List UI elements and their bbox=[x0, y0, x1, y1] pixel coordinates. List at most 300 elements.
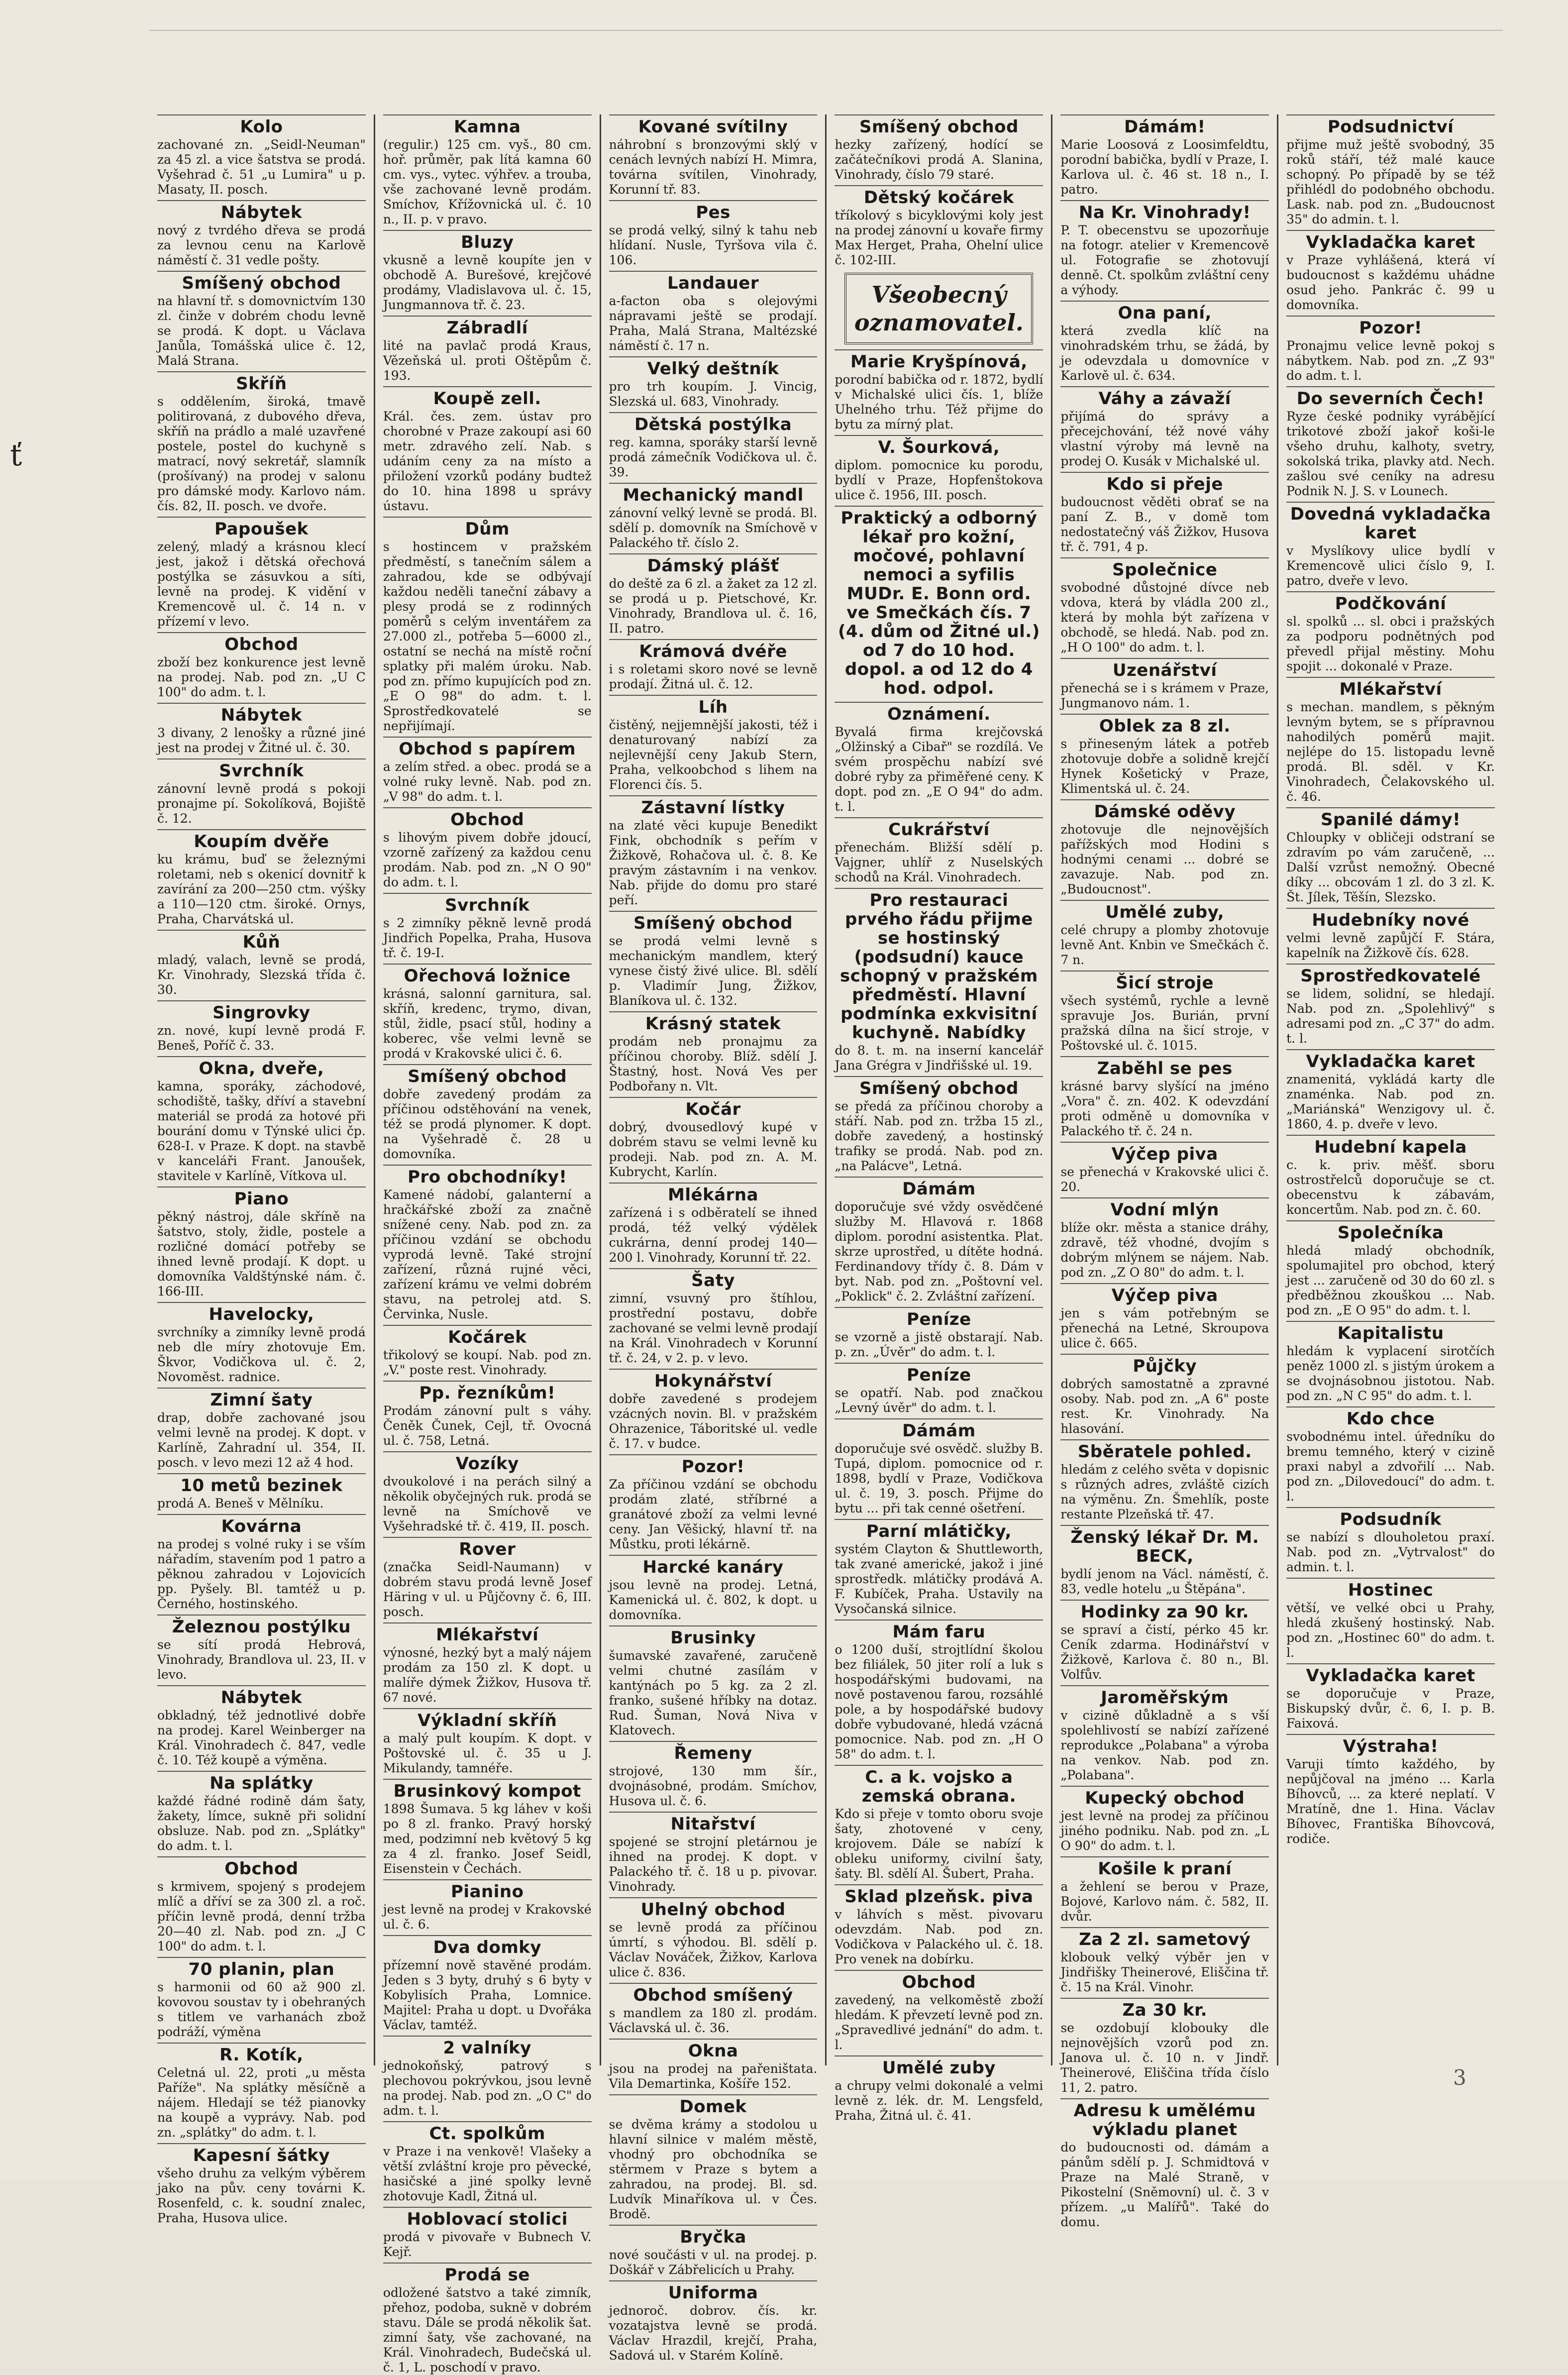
ad-heading: Železnou postýlku bbox=[157, 1615, 366, 1637]
ad-heading: Výčep piva bbox=[1060, 1142, 1269, 1165]
ad-text: přenechám. Bližší sdělí p. Vajgner, uhlíř z Nuselských schodů na Král. Vinohradech. bbox=[835, 840, 1044, 884]
ad-text: dvoukolové i na perách silný a několik obyčejných ruk. prodá se levně na Smíchově ve Vyšehradské tř. č. 419, II. posch. bbox=[383, 1474, 592, 1533]
classified-ad bbox=[383, 893, 592, 961]
ad-heading: Peníze bbox=[835, 1363, 1043, 1386]
classified-ad bbox=[157, 1473, 366, 1511]
ad-text: výnosné, hezký byt a malý nájem prodám za 150 zl. K dopt. u malíře dýmek Žižkov, Husova tř. 67 nové. bbox=[383, 1645, 592, 1705]
classified-ad bbox=[383, 114, 592, 227]
classified-ad bbox=[157, 1615, 366, 1682]
ad-heading: Výčep piva bbox=[1060, 1283, 1269, 1306]
ad-heading: Obchod smíšený bbox=[609, 1983, 818, 2006]
ad-heading: Zimní šaty bbox=[157, 1388, 366, 1410]
ad-text: dobrý, dvousedlový kupé v dobrém stavu se velmi levně ku prodeji. Nab. pod zn. A. M. Kubrycht, Karlín. bbox=[609, 1120, 818, 1179]
ad-heading: Zaběhl se pes bbox=[1060, 1056, 1269, 1079]
ad-heading: Pp. řezníkům! bbox=[383, 1381, 592, 1403]
ad-text: se vzorně a jistě obstarají. Nab. p. zn. „Úvěr" do adm. t. l. bbox=[835, 1330, 1044, 1359]
classified-ad bbox=[157, 200, 366, 268]
ad-text: (regulir.) 125 cm. vyš., 80 cm. hoř. průměr, pak lítá kamna 60 cm. vys., vytec. výhřev. a trouba, vše zachované levně prodám. Smíchov, Křížovnická ul. č. 10 n., II. p. v pravo. bbox=[383, 137, 592, 226]
ad-text: c. k. priv. měšť. sboru ostrostřelců doporučuje se ct. obecenstvu k zábavám, koncertům. Nab. pod zn. č. 60. bbox=[1286, 1158, 1495, 1217]
ad-text: zboží bez konkurence jest levně na prodej. Nab. pod zn. „U C 100" do adm. t. l. bbox=[157, 655, 366, 699]
ad-text: do budoucnosti od. dámám a pánům sdělí p. J. Schmidtová v Praze na Malé Straně, v Pikostelní (Sněmovní) ul. č. 3 v přízem. „u Malířů". Také do domu. bbox=[1060, 2140, 1269, 2229]
ad-heading: Landauer bbox=[609, 271, 818, 294]
classified-ad bbox=[383, 737, 592, 804]
classified-ad bbox=[1286, 677, 1495, 804]
ad-heading: Krámová dvéře bbox=[609, 639, 818, 662]
ad-heading: Adresu k umělému výkladu planet bbox=[1060, 2098, 1269, 2140]
classified-ad bbox=[1286, 591, 1495, 674]
page-top-rule bbox=[149, 30, 1503, 31]
classified-ad bbox=[383, 517, 592, 734]
ad-heading: Obchod s papírem bbox=[383, 737, 592, 759]
ad-heading: Nitařství bbox=[609, 1812, 818, 1835]
ad-text: drap, dobře zachované jsou velmi levně na prodej. K dopt. v Karlíně, Zahradní ul. 354, II. posch. v levo mezi 12 až 4 hod. bbox=[157, 1410, 366, 1470]
ad-heading: Pozor! bbox=[609, 1454, 818, 1477]
classified-ad bbox=[1060, 1525, 1269, 1597]
ad-heading: Velký deštník bbox=[609, 356, 818, 379]
ad-heading: Okna, dveře, bbox=[157, 1056, 366, 1079]
classified-ad bbox=[1060, 1142, 1269, 1194]
classified-ad bbox=[609, 1011, 818, 1094]
classified-ad bbox=[1060, 714, 1269, 796]
classified-ad bbox=[1060, 1856, 1269, 1924]
classified-ad bbox=[1060, 386, 1269, 469]
ad-heading: Pozor! bbox=[1286, 316, 1495, 338]
classified-ad bbox=[609, 911, 818, 1008]
ad-text: doporučuje své vždy osvědčené služby M. Hlavová r. 1868 diplom. porodní asistentka. Plat. skrze uprostřed, u dítěte hodná. Ferdinandovy třídy č. 8. Dám v byt. Nab. pod zn. „Poštovní vel. „Poklick" č. 2. Zvláštní zařízení. bbox=[835, 1199, 1044, 1303]
classified-ad bbox=[835, 349, 1043, 432]
classified-ad bbox=[609, 1812, 818, 1894]
ad-text: přijme muž ještě svobodný, 35 roků stáří, též malé kauce schopný. Po případě by se též přihlédl do podobného obchodu. Lask. nab. pod zn. „Budoucnost 35" do admin. t. l. bbox=[1286, 137, 1495, 226]
ad-text: jest levně na prodej za příčinou jiného podniku. Nab. pod zn. „L O 90" do adm. t. l. bbox=[1060, 1809, 1269, 1853]
ad-text: se dvěma krámy a stodolou u hlavní silnice v malém městě, vhodný pro obchodníka se stěrmem v Praze s bytem a zahradou, na prodej. Bl. sd. Ludvík Minaříkova ul. v Čes. Brodě. bbox=[609, 2117, 818, 2221]
classified-ad bbox=[609, 1454, 818, 1552]
classified-ad bbox=[609, 2039, 818, 2091]
ad-text: na zlaté věci kupuje Benedikt Fink, obchodník s peřím v Žižkově, Rohačova ul. č. 8. Ke pravým zástavním i na venkov. Nab. přijde do domu pro staré peří. bbox=[609, 818, 818, 907]
classified-ad bbox=[1060, 2098, 1269, 2230]
ad-heading: Smíšený obchod bbox=[835, 1076, 1043, 1099]
ad-heading: Smíšený obchod bbox=[383, 1064, 592, 1087]
classified-ad bbox=[157, 517, 366, 629]
ad-heading: Kočárek bbox=[383, 1325, 592, 1348]
classified-ad bbox=[835, 1418, 1043, 1516]
ad-heading: Piano bbox=[157, 1187, 366, 1209]
ad-heading: Spanilé dámy! bbox=[1286, 807, 1495, 830]
classified-ad bbox=[609, 412, 818, 480]
ad-heading: Kdo chce bbox=[1286, 1406, 1495, 1429]
ad-text: Kdo si přeje v tomto oboru svoje šaty, zhotovené v ceny, krojovem. Dále se nabízí k obleku uniformy, civilní šaty, šaty. Bl. sdělí Al. Šubert, Praha. bbox=[835, 1807, 1044, 1881]
classified-ad bbox=[157, 758, 366, 826]
ad-heading: Cukrářství bbox=[835, 817, 1043, 840]
ad-text: 1898 Šumava. 5 kg láhev v koši po 8 zl. franko. Pravý horský med, podzimní neb květový 5 kg za 4 zl. franko. Josef Seidl, Eisenstein v Čechách. bbox=[383, 1802, 592, 1876]
ad-text: tříkolový s bicyklovými koly jest na prodej zánovní u kovaře firmy Max Herget, Praha, Ohelní ulice č. 102-III. bbox=[835, 208, 1044, 267]
classified-ad bbox=[383, 1708, 592, 1776]
classified-ad bbox=[1060, 1439, 1269, 1522]
classified-ad bbox=[609, 1183, 818, 1265]
ad-heading: Dámské oděvy bbox=[1060, 799, 1269, 822]
classified-ad bbox=[609, 1369, 818, 1451]
ad-text: Byvalá firma krejčovská „Olžinský a Cibař" se rozdílá. Ve svém prospěchu nabízí své dobré ryby za přiměřené ceny. K dopt. pod zn. „E O 94" do adm. t. l. bbox=[835, 725, 1044, 814]
ad-text: s oddělením, široká, tmavě politirovaná, z dubového dřeva, skříň na prádlo a malé uzavřené postele, postel do kuchyně s matrací, nový sekretář, slamník (prošívaný) na prodej v salonu pro dámské mody. Karlovo nám. čís. 82, II. posch. ve dvoře. bbox=[157, 394, 366, 513]
ad-text: hledám k vyplacení sirotčích peněz 1000 zl. s jistým úrokem a se dvojnásobnou jistotou. Nab. pod zn. „N C 95" do adm. t. l. bbox=[1286, 1344, 1495, 1403]
ad-text: a-facton oba s olejovými nápravami ještě se prodají. Praha, Malá Strana, Maltézské náměstí č. 17 n. bbox=[609, 294, 818, 353]
ad-heading: Jaroměřským bbox=[1060, 1685, 1269, 1708]
classified-ad bbox=[1060, 900, 1269, 968]
classified-ad bbox=[835, 1884, 1043, 1967]
ad-heading: Dámám bbox=[835, 1177, 1043, 1199]
classified-ad bbox=[1286, 1507, 1495, 1575]
ad-text: budoucnost věděti obrať se na paní Z. B., v domě tom nedostatečný váš Žižkov, Husova tř. č. 791, 4 p. bbox=[1060, 495, 1269, 554]
ad-heading: Oznámení. bbox=[835, 702, 1043, 725]
ad-text: se ozdobují klobouky dle nejnovějších vzorů pod zn. Janova ul. č. 10 n. v Jindř. Theinerové, Eliščina třída číslo 11, 2. patro. bbox=[1060, 2021, 1269, 2095]
classified-ad bbox=[1060, 1927, 1269, 1995]
ad-text: se prodá velký, silný k tahu neb hlídaní. Nusle, Tyršova vila č. 106. bbox=[609, 223, 818, 267]
ad-text: na prodej s volné ruky i se vším nářadím, stavením pod 1 patro a pěknou zahradou v Lojovicích pp. Pyšely. Bl. tamtéž u p. Černého, hostinského. bbox=[157, 1537, 366, 1611]
ad-text: v Myslíkovy ulice bydlí v Kremencově ulici číslo 9, I. patro, dveře v levo. bbox=[1286, 543, 1495, 588]
classified-ad bbox=[609, 1097, 818, 1180]
classified-ad bbox=[157, 1685, 366, 1768]
ad-text: se doporučuje v Praze, Biskupský dvůr, č. 6, I. p. B. Faixová. bbox=[1286, 1686, 1495, 1730]
ad-heading: Koupím dvěře bbox=[157, 829, 366, 852]
ad-heading: Pes bbox=[609, 200, 818, 223]
ad-heading: Kapitalistu bbox=[1286, 1321, 1495, 1344]
classified-ad bbox=[157, 632, 366, 700]
ad-text: o 1200 duší, strojtlídní školou bez filiálek, 50 jiter rolí a luk s hospodářskými budovami, na nově postavenou farou, rozsáhlé pole, a by hospodářské budovy dobře vybudované, hledá vzácná pomocnice. Nab. pod zn. „H O 58" do adm. t. l. bbox=[835, 1642, 1044, 1761]
classified-ad bbox=[1060, 200, 1269, 298]
ad-text: se sítí prodá Hebrová, Vinohrady, Brandlova ul. 23, II. v levo. bbox=[157, 1637, 366, 1682]
ad-text: vkusně a levně koupíte jen v obchodě A. Burešové, krejčové prodámy, Vladislavova ul. č. 15, Jungmannova tř. č. 23. bbox=[383, 253, 592, 312]
classified-ad bbox=[609, 2280, 818, 2363]
ad-text: P. T. obecenstvu se upozorňuje na fotogr. atelier v Kremencově ul. Fotografie se zhotovují denně. Ct. spolkům zvláštní ceny a výhody. bbox=[1060, 223, 1269, 297]
ad-heading: Domek bbox=[609, 2094, 818, 2117]
ad-heading: Vykladačka karet bbox=[1286, 1663, 1495, 1686]
classified-ad bbox=[1286, 1049, 1495, 1132]
ad-text: bydlí jenom na Václ. náměstí, č. 83, vedle hotelu „u Štěpána". bbox=[1060, 1567, 1269, 1596]
ad-text: velmi levně zapůjčí F. Stára, kapelník na Žižkově čís. 628. bbox=[1286, 931, 1495, 960]
ad-text: s harmonii od 60 až 900 zl. kovovou soustav ty i obehraných s titlem ve varhanách zbož podráží, výměna bbox=[157, 1980, 366, 2039]
classified-ad bbox=[1286, 316, 1495, 383]
ad-text: svobodnému intel. úředníku do bremu temného, který v cizině praxi nabyl a zdvořilí ... Nab. pod zn. „Dilovedoucí" do adm. t. l. bbox=[1286, 1429, 1495, 1504]
classified-ad bbox=[835, 1970, 1043, 2052]
ad-heading: Košile k praní bbox=[1060, 1856, 1269, 1879]
ad-heading: Podčkování bbox=[1286, 591, 1495, 614]
classified-ad bbox=[1060, 1197, 1269, 1280]
column-1 bbox=[149, 114, 374, 2225]
ad-heading: Řemeny bbox=[609, 1741, 818, 1764]
ad-text: hledám z celého světa v dopisnic s různých adres, zvláště cizích na výměnu. Zn. Šmehlík, poste restante Plzeňská tř. 47. bbox=[1060, 1462, 1269, 1521]
ad-text: doporučuje své osvědč. služby B. Tupá, diplom. pomocnice od r. 1898, bydlí v Praze, Vodičkova ul. č. 19, 3. posch. Přijme do bytu ... při tak cenné ošetření. bbox=[835, 1441, 1044, 1515]
ad-text: pro trh koupím. J. Vincig, Slezská ul. 683, Vinohrady. bbox=[609, 379, 818, 409]
ad-text: 3 divany, 2 lenošky a různé jiné jest na prodej v Žitné ul. č. 30. bbox=[157, 726, 366, 755]
classified-ad bbox=[157, 1000, 366, 1053]
ad-text: dobře zavedený prodám za příčinou odstěhování na venek, též se prodá plynomer. K dopt. na Vyšehradě č. 28 u domovníka. bbox=[383, 1087, 592, 1161]
ad-text: a zelím střed. a obec. prodá se a volné ruky levně. Nab. pod zn. „V 98" do adm. t. l. bbox=[383, 759, 592, 804]
ad-heading: Dovedná vykladačka karet bbox=[1286, 502, 1495, 543]
ad-text: nový z tvrdého dřeva se prodá za levnou cenu na Karlově náměstí č. 31 vedle pošty. bbox=[157, 223, 366, 267]
ad-heading: Kůň bbox=[157, 930, 366, 953]
ad-heading: Nábytek bbox=[157, 703, 366, 726]
ad-heading: Dětský kočárek bbox=[835, 185, 1043, 208]
ad-heading: Sběratele pohled. bbox=[1060, 1439, 1269, 1462]
ad-heading: Svrchník bbox=[157, 758, 366, 781]
ad-heading: Kovárna bbox=[157, 1514, 366, 1537]
classified-ad bbox=[1060, 557, 1269, 655]
classified-ad bbox=[609, 553, 818, 636]
classified-ad bbox=[835, 506, 1043, 699]
ad-heading: Pro restauraci prvého řádu přijme se hostinský (podsudní) kauce schopný v pražském předměstí. Hlavní podmínka exkvisitní kuchyně. Nabídky bbox=[835, 888, 1043, 1043]
section-banner: Všeobecný oznamovatel. bbox=[844, 273, 1033, 344]
ad-heading: Mechanický mandl bbox=[609, 483, 818, 506]
ad-text: přenechá se i s krámem v Praze, Jungmanovo nám. 1. bbox=[1060, 681, 1269, 710]
classified-ad bbox=[1286, 386, 1495, 499]
ad-text: v cizině důkladně a s vší spolehlivostí se nabízí zařízené reprodukce „Polabana" a výroba na venkov. Nab. pod zn. „Polabana". bbox=[1060, 1708, 1269, 1782]
ad-text: odložené šatstvo a také zimník, přehoz, podoba, sukně v dobrém stavu. Dále se prodá několik šat. zimní šaty, vše zachované, na Král. Vinohradech, Budečská ul. č. 1, L. poschodí v pravo. bbox=[383, 2285, 592, 2375]
ad-text: náhrobní s bronzovými sklý v cenách levných nabízí H. Mimra, továrna svítilen, Vinohrady, Korunní tř. 83. bbox=[609, 137, 818, 197]
classified-ad bbox=[609, 2225, 818, 2277]
ad-heading: Vykladačka karet bbox=[1286, 230, 1495, 253]
ad-text: blíže okr. města a stanice dráhy, zdravě, též vhodné, dvojím s dobrým mlýnem se nájem. Nab. pod zn. „Z O 80" do adm. t. l. bbox=[1060, 1220, 1269, 1280]
ad-text: zachované zn. „Seidl-Neuman" za 45 zl. a vice šatstva se prodá. Vyšehrad č. 51 „u Lumira" u p. Masaty, II. posch. bbox=[157, 137, 366, 197]
ad-heading: Nábytek bbox=[157, 1685, 366, 1708]
classified-ad bbox=[609, 1625, 818, 1738]
ad-text: hezky zařízený, hodící se začátečníkovi prodá A. Slanina, Vinohrady, číslo 79 staré. bbox=[835, 137, 1044, 182]
ad-heading: V. Šourková, bbox=[835, 435, 1043, 458]
ad-text: mladý, valach, levně se prodá, Kr. Vinohrady, Slezská třída č. 30. bbox=[157, 953, 366, 997]
ad-text: přízemní nově stavěné prodám. Jeden s 3 byty, druhý s 6 byty v Kobylisích Praha, Lomnice. Majitel: Praha u dopt. u Dvořáka Václav, tamtéž. bbox=[383, 1958, 592, 2032]
ad-heading: Hostinec bbox=[1286, 1578, 1495, 1601]
ad-text: se opatří. Nab. pod značkou „Levný úvěr" do adm. t. l. bbox=[835, 1386, 1044, 1415]
ad-text: porodní babička od r. 1872, bydlí v Michalské ulici čís. 1, blíže Uhelného trhu. Též přijme do bytu za mírný plat. bbox=[835, 372, 1044, 432]
ad-text: jednokoňský, patrový s plechovou pokrývkou, jsou levně na prodej. Nab. pod zn. „O C" do adm. t. l. bbox=[383, 2058, 592, 2118]
ad-text: zelený, mladý a krásnou klecí jest, jakož i dětská ořechová postýlka se zásuvkou a síti, levně na prodej. K vidění v Kremencově ul. č. 14 n. v přízemí v levo. bbox=[157, 540, 366, 629]
classified-ad bbox=[1060, 1354, 1269, 1436]
classified-ad bbox=[157, 1056, 366, 1184]
ad-text: jsou levně na prodej. Letná, Kamenická ul. č. 802, k dopt. u domovníka. bbox=[609, 1578, 818, 1622]
classified-ad bbox=[835, 435, 1043, 503]
ad-text: sl. spolků ... sl. obci i pražských za podporu podnětných pod převedl přijal městiny. Mohu spojit ... dokonalé v Praze. bbox=[1286, 614, 1495, 673]
ad-text: znamenitá, vykládá karty dle znaménka. Nab. pod zn. „Mariánská" Wenzigovy ul. č. 1860, 4. p. dveře v levo. bbox=[1286, 1072, 1495, 1131]
ad-text: dobře zavedené s prodejem vzácných novin. Bl. v pražském Ohrazenice, Táboritské ul. vedle č. 17. v budce. bbox=[609, 1392, 818, 1451]
ad-heading: Šaty bbox=[609, 1268, 818, 1291]
classified-ad bbox=[835, 2055, 1043, 2123]
ad-text: krásné barvy slyšící na jméno „Vora" č. zn. 402. K odevzdání proti odměně u domovníka v Palackého tř. č. 24 n. bbox=[1060, 1079, 1269, 1138]
ad-heading: Kolo bbox=[157, 114, 366, 137]
classified-ad bbox=[383, 1064, 592, 1162]
ad-heading: Prodá se bbox=[383, 2263, 592, 2285]
ad-heading: Hudebníky nové bbox=[1286, 908, 1495, 931]
column-5 bbox=[1051, 114, 1277, 2229]
column-4 bbox=[825, 114, 1051, 2123]
ad-heading: Kamna bbox=[383, 114, 592, 137]
ad-text: nové součásti v ul. na prodej. p. Doškář v Zábřelicích u Prahy. bbox=[609, 2248, 818, 2277]
ad-heading: Dva domky bbox=[383, 1935, 592, 1958]
classified-ad bbox=[1286, 1406, 1495, 1504]
ad-text: do deště za 6 zl. a žaket za 12 zl. se prodá u p. Pietschové, Kr. Vinohrady, Brandlova ul. č. 16, II. patro. bbox=[609, 576, 818, 636]
ad-heading: Kapesní šátky bbox=[157, 2143, 366, 2166]
ad-heading: Oblek za 8 zl. bbox=[1060, 714, 1269, 737]
ad-text: třikolový se koupí. Nab. pod zn. „V." poste rest. Vinohrady. bbox=[383, 1348, 592, 1377]
ad-text: v láhvích s měst. pivovaru odevzdám. Nab. pod zn. Vodičkova v Palackého ul. č. 18. Pro venek na dobírku. bbox=[835, 1907, 1044, 1966]
ad-text: zánovní velký levně se prodá. Bl. sdělí p. domovník na Smíchově v Palackého tř. číslo 2. bbox=[609, 506, 818, 550]
classified-ad bbox=[1286, 114, 1495, 227]
ad-heading: Dámský plášť bbox=[609, 553, 818, 576]
ad-heading: Mlékárna bbox=[609, 1183, 818, 1205]
classified-ad bbox=[609, 1897, 818, 1980]
ad-text: zimní, vsuvný pro štíhlou, prostřední postavu, dobře zachované se velmi levně prodají na Král. Vinohradech v Korunní tř. č. 24, v 2. p. v levo. bbox=[609, 1291, 818, 1365]
classified-ad bbox=[1060, 1283, 1269, 1351]
ad-text: čistěný, nejjemnější jakosti, též i denaturovaný nabízí za nejlevnější ceny Jakub Stern, Praha, velkoobchod s lihem na Florenci čís. 5. bbox=[609, 718, 818, 792]
classified-ad bbox=[1286, 1734, 1495, 1846]
classified-ad bbox=[835, 702, 1043, 814]
ad-heading: Peníze bbox=[835, 1307, 1043, 1330]
ad-heading: Kdo si přeje bbox=[1060, 472, 1269, 495]
ad-heading: Bluzy bbox=[383, 230, 592, 253]
ad-heading: Kované svítilny bbox=[609, 114, 818, 137]
classified-ad bbox=[1060, 472, 1269, 554]
classified-ad bbox=[609, 1741, 818, 1809]
classified-ad bbox=[1060, 1786, 1269, 1853]
classified-ad bbox=[609, 356, 818, 409]
ad-heading: Mlékařství bbox=[383, 1622, 592, 1645]
ad-text: Marie Loosová z Loosimfeldtu, porodní babička, bydlí v Praze, I. Karlova ul. č. 46 st. 18 n., I. patro. bbox=[1060, 137, 1269, 197]
ad-heading: Obchod bbox=[383, 807, 592, 830]
ad-text: Pronajmu velice levně pokoj s nábytkem. Nab. pod zn. „Z 93" do adm. t. l. bbox=[1286, 338, 1495, 383]
column-6 bbox=[1277, 114, 1503, 2065]
ad-heading: Uniforma bbox=[609, 2280, 818, 2303]
ad-text: větší, ve velké obci u Prahy, hledá zkušený hostinský. Nab. pod zn. „Hostinec 60" do adm. t. l. bbox=[1286, 1601, 1495, 1660]
classified-ad bbox=[157, 1514, 366, 1612]
ad-text: Za příčinou vzdání se obchodu prodám zlaté, stříbrné a granátové zboží za velmi levné ceny. Jan Věšický, hlavní tř. na Můstku, proti lékárně. bbox=[609, 1477, 818, 1551]
ad-heading: Za 2 zl. sametový bbox=[1060, 1927, 1269, 1950]
classified-ad bbox=[1286, 1578, 1495, 1660]
ad-text: jest levně na prodej v Krakovské ul. č. 6. bbox=[383, 1902, 592, 1932]
classified-ad bbox=[157, 1388, 366, 1470]
classified-ad bbox=[835, 1363, 1043, 1415]
ad-text: zařízená i s odběratelí se ihned prodá, též velký výdělek cukrárna, denní prodej 140—200 l. Vinohrady, Korunní tř. 22. bbox=[609, 1205, 818, 1265]
ad-heading: Půjčky bbox=[1060, 1354, 1269, 1377]
ad-heading: Smíšený obchod bbox=[609, 911, 818, 934]
ad-text: Celetná ul. 22, proti „u města Paříže". Na splátky měsíčně a nájem. Hledají se též pianovky na koupě a vyprávy. Nab. pod zn. „splátky" do adm. t. l. bbox=[157, 2065, 366, 2140]
ad-heading: Pro obchodníky! bbox=[383, 1165, 592, 1188]
classified-ad bbox=[157, 1771, 366, 1853]
classified-ad bbox=[157, 2143, 366, 2226]
classified-ad bbox=[383, 1451, 592, 1534]
ad-heading: Ona paní, bbox=[1060, 301, 1269, 324]
classified-ad bbox=[1060, 799, 1269, 897]
ad-text: spojené se strojní pletárnou je ihned na prodej. K dopt. v Palackého tř. č. 18 u p. pivovar. Vinohrady. bbox=[609, 1835, 818, 1894]
ad-heading: Zástavní lístky bbox=[609, 795, 818, 818]
classified-ad bbox=[1060, 658, 1269, 711]
classified-ad bbox=[609, 639, 818, 692]
ad-heading: 10 metů bezinek bbox=[157, 1473, 366, 1496]
classified-ad bbox=[609, 695, 818, 792]
ad-text: s mechan. mandlem, s pěkným levným bytem, se s přípravnou nahodilých poměrů majit. nejlépe do 15. listopadu levně prodá. Bl. sděl. v Kr. Vinohradech, Čelakovského ul. č. 46. bbox=[1286, 700, 1495, 804]
ad-heading: Dům bbox=[383, 517, 592, 540]
ad-heading: Uhelný obchod bbox=[609, 1897, 818, 1920]
ad-heading: Harcké kanáry bbox=[609, 1555, 818, 1578]
margin-mark: ť bbox=[10, 438, 22, 473]
ad-text: a chrupy velmi dokonalé a velmi levně z. lék. dr. M. Lengsfeld, Praha, Žitná ul. č. 41. bbox=[835, 2078, 1044, 2123]
ad-heading: Společnice bbox=[1060, 557, 1269, 580]
classified-ad bbox=[835, 817, 1043, 885]
classified-ad bbox=[157, 114, 366, 197]
ad-heading: Obchod bbox=[157, 632, 366, 655]
ad-heading: Kupecký obchod bbox=[1060, 1786, 1269, 1809]
ad-text: každé řádné rodině dám šaty, žakety, límce, sukně při solidní obsluze. Nab. pod zn. „Splátky" do adm. t. l. bbox=[157, 1794, 366, 1853]
classified-ad bbox=[609, 1555, 818, 1622]
ad-heading: Smíšený obchod bbox=[157, 271, 366, 294]
classified-ad bbox=[1286, 1321, 1495, 1403]
classified-ad bbox=[157, 1302, 366, 1385]
ad-heading: Skříň bbox=[157, 371, 366, 394]
classified-ad bbox=[1286, 1135, 1495, 1217]
ad-heading: Výkladní skříň bbox=[383, 1708, 592, 1731]
ad-text: jen s vám potřebným se přenechá na Letné, Skroupova ulice č. 665. bbox=[1060, 1306, 1269, 1350]
ad-heading: Hodinky za 90 kr. bbox=[1060, 1600, 1269, 1622]
ad-text: celé chrupy a plomby zhotovuje levně Ant. Knbin ve Smečkách č. 7 n. bbox=[1060, 923, 1269, 967]
ad-text: pěkný nástroj, dále skříně na šatstvo, stoly, židle, postele a rozličné domácí potřeby se ihned levně prodají. K dopt. u domovníka Valdštýnské nám. č. 166-III. bbox=[157, 1209, 366, 1298]
classified-ad bbox=[609, 483, 818, 550]
classified-ad bbox=[835, 1177, 1043, 1304]
classified-ad bbox=[383, 807, 592, 890]
ad-text: se nabízí s dlouholetou praxí. Nab. pod zn. „Vytrvalost" do admin. t. l. bbox=[1286, 1530, 1495, 1574]
ad-text: obkladný, též jednotlivé dobře na prodej. Karel Weinberger na Král. Vinohradech č. 847, vedle č. 10. Též koupě a výměna. bbox=[157, 1708, 366, 1767]
ad-heading: Kočár bbox=[609, 1097, 818, 1120]
ad-text: jednoroč. dobrov. čís. kr. vozatajstva levně se prodá. Václav Hrazdil, krejčí, Praha, Sadová ul. v Starém Kolíně. bbox=[609, 2303, 818, 2363]
ad-text: všeho druhu za velkým výběrem jako na pův. ceny továrni K. Rosenfeld, c. k. soudní znalec, Praha, Husova ulice. bbox=[157, 2166, 366, 2225]
ad-text: která zvedla klíč na vinohradském trhu, se žádá, by je odevzdala u domovníce v Karlově ul. č. 634. bbox=[1060, 324, 1269, 383]
ad-heading: Sprostředkovatelé bbox=[1286, 964, 1495, 986]
ad-heading: 70 planin, plan bbox=[157, 1957, 366, 1980]
ad-text: do 8. t. m. na inserní kancelář Jana Grégra v Jindřišské ul. 19. bbox=[835, 1043, 1044, 1073]
classified-ad bbox=[383, 1165, 592, 1322]
ad-text: hledá mladý obchodník, spolumajitel pro obchod, který jest ... zaručeně od 30 do 60 zl. s předběžnou zkouškou ... Nab. pod zn. „E O 95" do adm. t. l. bbox=[1286, 1243, 1495, 1317]
ad-text: na hlavní tř. s domovnictvím 130 zl. činže v dobrém chodu levně se prodá. K dopt. u Václava Janůla, Tomášská ulice č. 12, Malá Strana. bbox=[157, 294, 366, 368]
classified-ad bbox=[835, 185, 1043, 268]
ad-text: zn. nové, kupí levně prodá F. Beneš, Poříč č. 33. bbox=[157, 1023, 366, 1053]
classified-ad bbox=[383, 1537, 592, 1619]
ad-heading: Uzenářství bbox=[1060, 658, 1269, 681]
ad-heading: Brusinky bbox=[609, 1625, 818, 1648]
ad-heading: Vykladačka karet bbox=[1286, 1049, 1495, 1072]
ad-heading: Nábytek bbox=[157, 200, 366, 223]
ad-heading: Ct. spolkům bbox=[383, 2121, 592, 2144]
ad-text: krásná, salonní garnitura, sal. skříň, kredenc, trymo, divan, stůl, židle, psací stůl, hodiny a koberec, vše velmi levně se prodá v Krakovské ulici č. 6. bbox=[383, 986, 592, 1061]
classified-ad bbox=[1286, 230, 1495, 313]
ad-heading: Zábradlí bbox=[383, 316, 592, 338]
ad-heading: R. Kotík, bbox=[157, 2043, 366, 2065]
classified-ad bbox=[1286, 1220, 1495, 1318]
ad-text: a malý pult koupím. K dopt. v Poštovské ul. č. 35 u J. Mikulandy, tamnéře. bbox=[383, 1731, 592, 1775]
ad-heading: Okna bbox=[609, 2039, 818, 2061]
ad-text: Ryze české podniky vyrábějící trikotové zboží jakoř koši-le všeho druhu, kalhoty, svetry, sokolská trika, plavky atd. Nech. zašlou své ceníky na adresu Podnik N. J. S. v Lounech. bbox=[1286, 409, 1495, 498]
ad-heading: Pianino bbox=[383, 1879, 592, 1902]
ad-text: Král. čes. zem. ústav pro chorobné v Praze zakoupí asi 60 metr. zdravého zelí. Nab. s udáním ceny za na místo a přiložení vzorků podány budtež do 10. hina 1898 u správy ústavu. bbox=[383, 409, 592, 513]
ad-text: s přineseným látek a potřeb zhotovuje dobře a solidně krejčí Hynek Košetický v Praze, Klimentská ul. č. 24. bbox=[1060, 737, 1269, 796]
classified-ad bbox=[383, 1325, 592, 1378]
ad-text: s krmivem, spojený s prodejem mlíč a dříví se za 300 zl. a roč. příčin levně prodá, denní tržba 20—40 zl. Nab. pod zn. „J C 100" do adm. t. l. bbox=[157, 1879, 366, 1953]
ad-text: diplom. pomocnice ku porodu, bydlí v Praze, Hopfenštokova ulice č. 1956, III. posch. bbox=[835, 458, 1044, 502]
ad-heading: Marie Kryšpínová, bbox=[835, 349, 1043, 372]
ad-heading: Šicí stroje bbox=[1060, 971, 1269, 993]
ad-text: Varuji tímto každého, by nepůjčoval na jméno ... Karla Bíhovců, ... za které neplatí. V Mratíně, dne 1. Hina. Václav Bíhovec, Františka Bíhovcová, rodiče. bbox=[1286, 1757, 1495, 1846]
classified-ad bbox=[1060, 114, 1269, 197]
classified-ad bbox=[383, 1935, 592, 2033]
classified-ad bbox=[609, 1268, 818, 1366]
ad-heading: Dámám bbox=[835, 1418, 1043, 1441]
ad-text: a žehlení se berou v Praze, Bojové, Karlovo nám. č. 582, II. dvůr. bbox=[1060, 1879, 1269, 1924]
ad-text: Kamené nádobí, galanterní a hračkářské zboží za značně snížené ceny. Nab. pod zn. za příčinou vzdání se obchodu vyprodá levně. Také strojní zařízení, různá rujné věci, zařízení krámu ve velmi dobrém stavu, na petrolej atd. S. Červinka, Nusle. bbox=[383, 1188, 592, 1321]
ad-heading: Hoblovací stolici bbox=[383, 2207, 592, 2230]
